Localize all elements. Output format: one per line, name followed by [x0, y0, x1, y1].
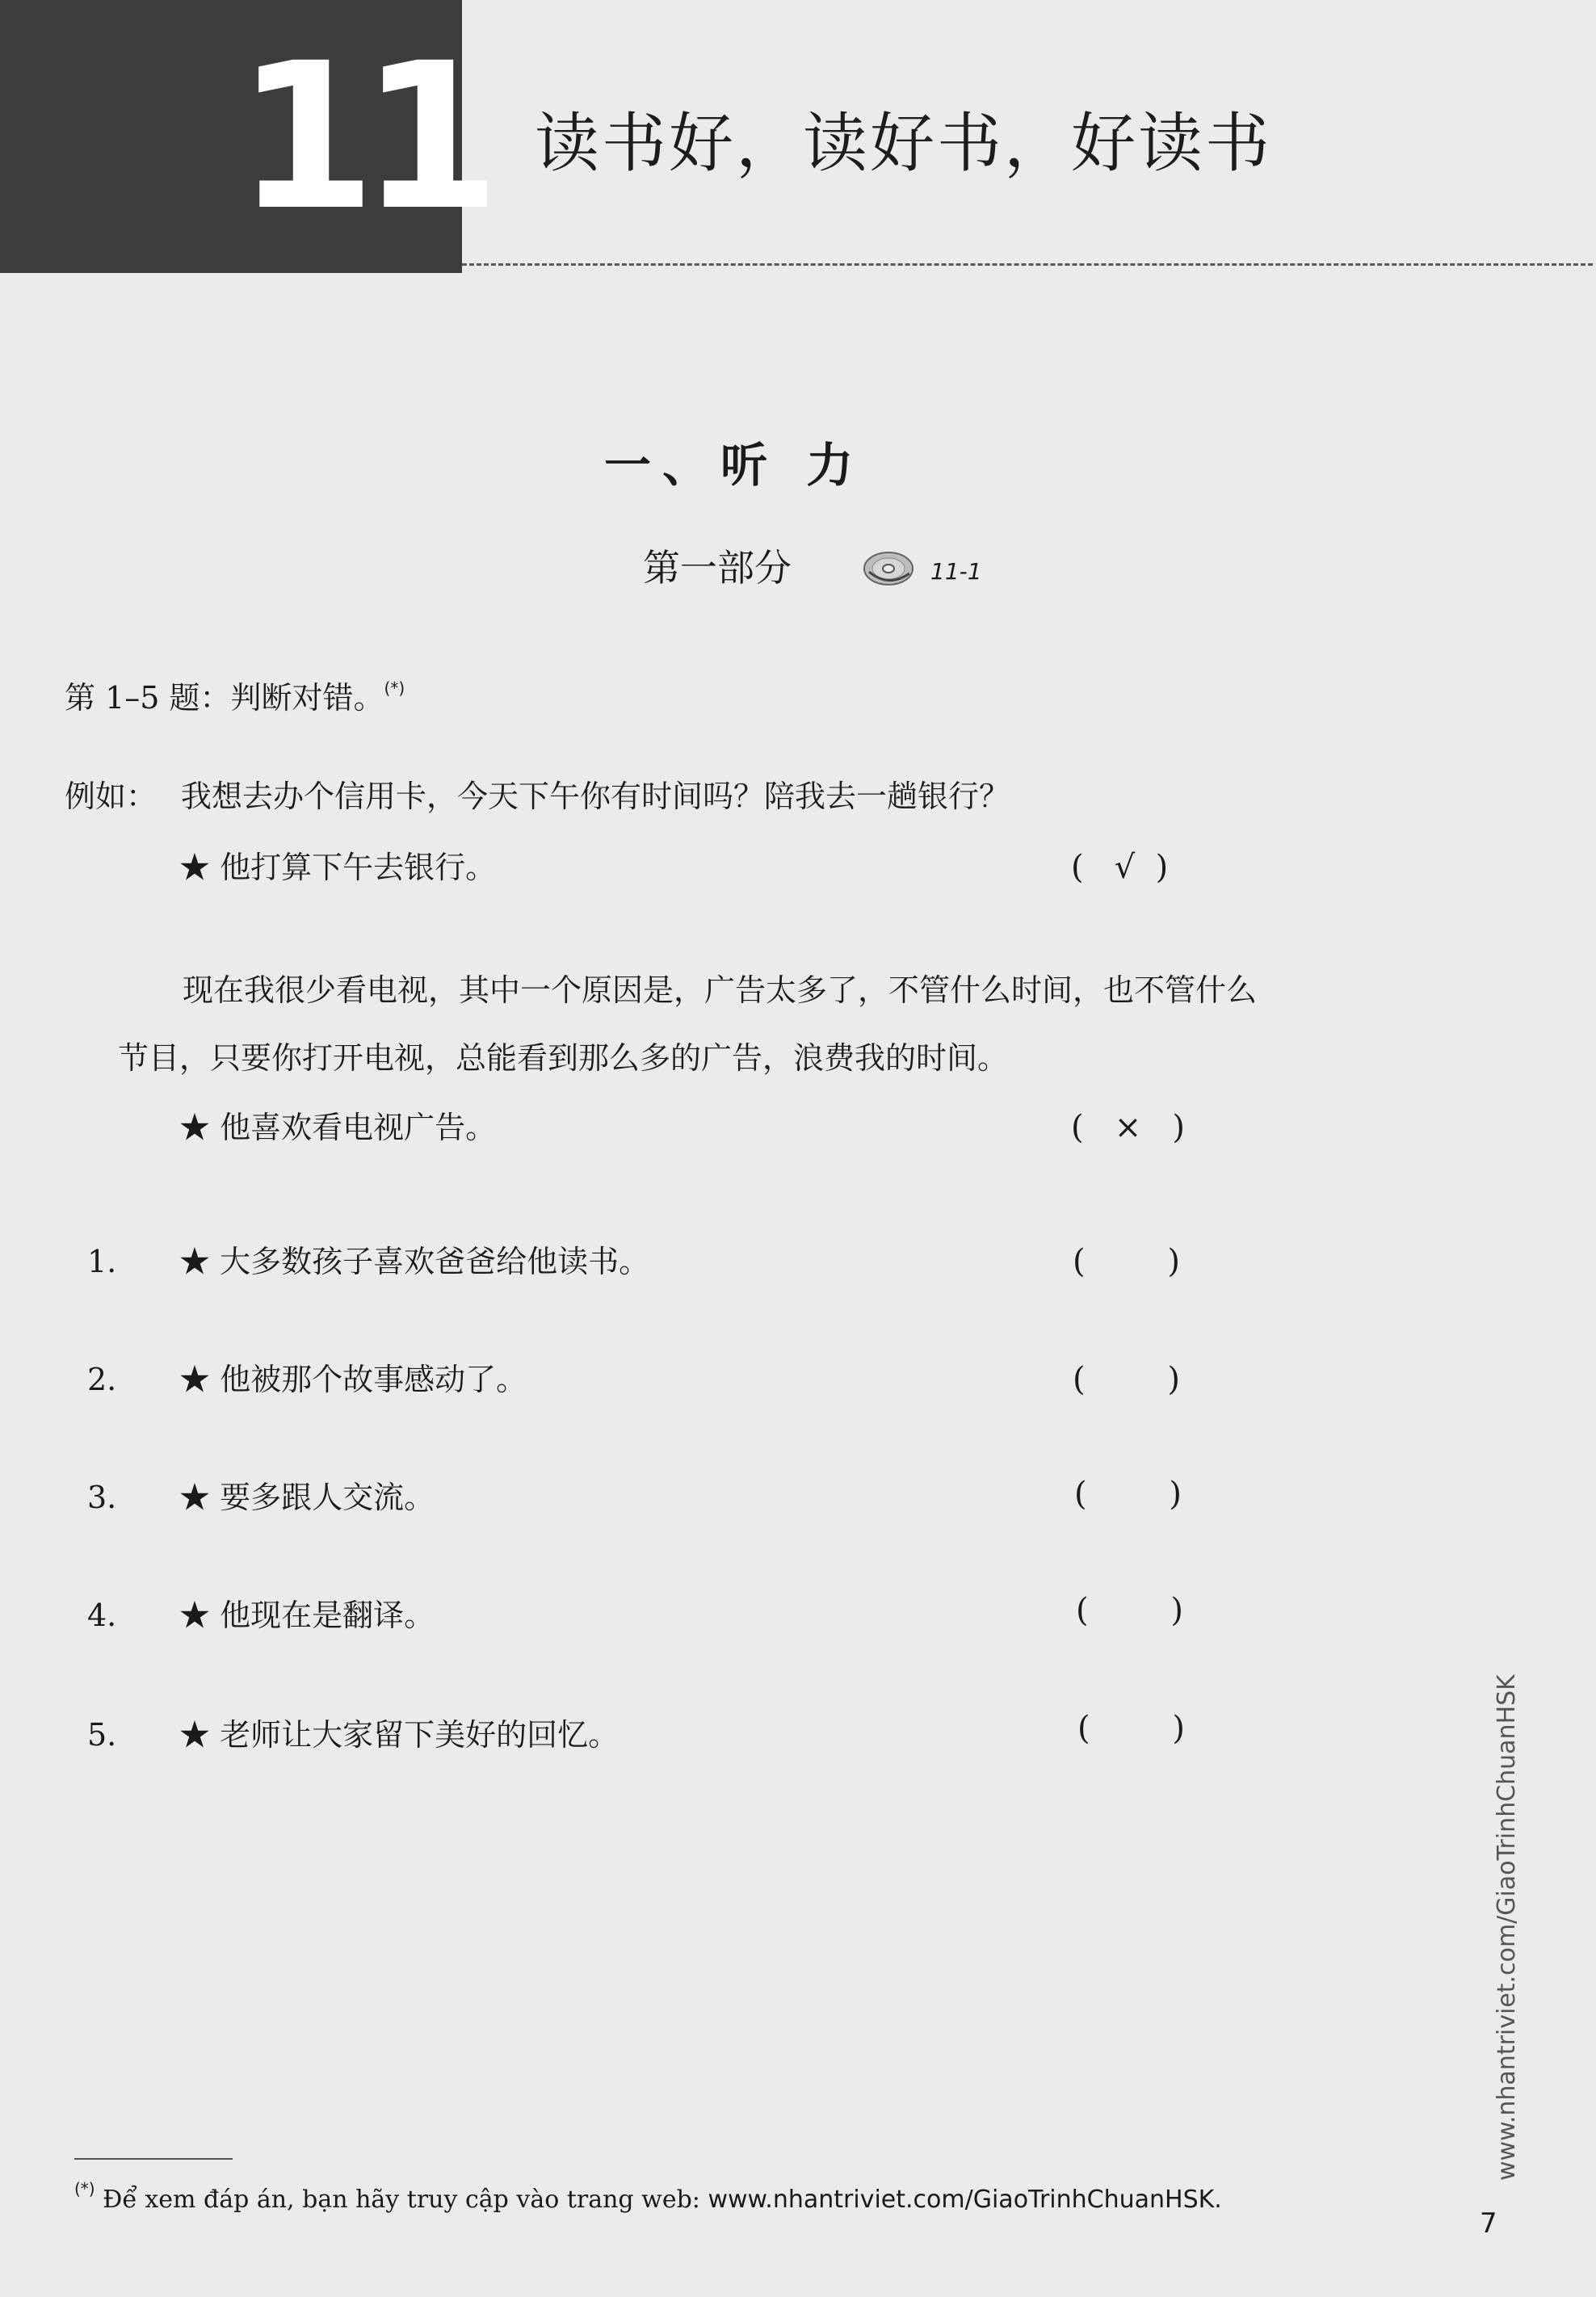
cd-disc-icon	[863, 546, 919, 591]
footnote-text: Để xem đáp án, bạn hãy truy cập vào trang web:	[103, 2186, 708, 2214]
example-2-audio-line2: 节目，只要你打开电视，总能看到那么多的广告，浪费我的时间。	[118, 1040, 1009, 1076]
question-answer-blank[interactable]: ( )	[1073, 1361, 1180, 1398]
lesson-title: 读书好，读好书，好读书	[535, 106, 1272, 181]
track-label: 11-1	[930, 558, 982, 585]
instructions	[65, 666, 405, 720]
question-answer-blank[interactable]: ( )	[1073, 1243, 1180, 1280]
side-website-url: www.nhantriviet.com/GiaoTrinhChuanHSK	[1493, 1674, 1521, 2181]
page-number: 7	[1480, 2207, 1497, 2240]
question-answer-blank[interactable]: ( )	[1076, 1592, 1183, 1629]
header-divider	[462, 263, 1593, 266]
question-statement: ★ 要多跟人交流。	[179, 1480, 435, 1515]
footnote	[74, 2166, 1222, 2223]
footnote-url-link[interactable]: www.nhantriviet.com/GiaoTrinhChuanHSK.	[708, 2186, 1222, 2214]
example-1-audio: 我想去办个信用卡，今天下午你有时间吗？陪我去一趟银行？	[181, 779, 1010, 814]
question-number: 5.	[87, 1717, 117, 1753]
section-title: 一、听 力	[604, 438, 865, 493]
footnote-marker: (*)	[74, 2179, 95, 2198]
question-number: 4.	[87, 1598, 117, 1633]
example-2-audio-line1: 现在我很少看电视，其中一个原因是，广告太多了，不管什么时间，也不管什么	[183, 972, 1258, 1008]
part-title: 第一部分	[643, 546, 792, 590]
question-statement: ★ 他现在是翻译。	[179, 1598, 435, 1633]
question-statement: ★ 他被那个故事感动了。	[179, 1362, 527, 1397]
example-1-answer: ( √ )	[1071, 849, 1169, 886]
lesson-number: 11	[236, 19, 485, 254]
question-statement: ★ 老师让大家留下美好的回忆。	[179, 1717, 620, 1753]
question-statement: ★ 大多数孩子喜欢爸爸给他读书。	[179, 1244, 650, 1279]
lesson-number-block	[0, 0, 485, 273]
question-answer-blank[interactable]: ( )	[1074, 1476, 1182, 1513]
note-marker: (*)	[384, 678, 405, 698]
instructions-text: 第 1–5 题：判断对错。	[65, 680, 384, 716]
example-1-statement: ★ 他打算下午去银行。	[179, 850, 497, 885]
footnote-rule	[74, 2158, 233, 2160]
example-label: 例如：	[65, 779, 158, 814]
question-answer-blank[interactable]: ( )	[1077, 1710, 1185, 1747]
example-2-answer: ( × )	[1071, 1109, 1186, 1146]
question-number: 2.	[87, 1362, 117, 1397]
question-number: 3.	[87, 1480, 117, 1515]
example-2-statement: ★ 他喜欢看电视广告。	[179, 1110, 497, 1145]
question-number: 1.	[87, 1244, 117, 1279]
